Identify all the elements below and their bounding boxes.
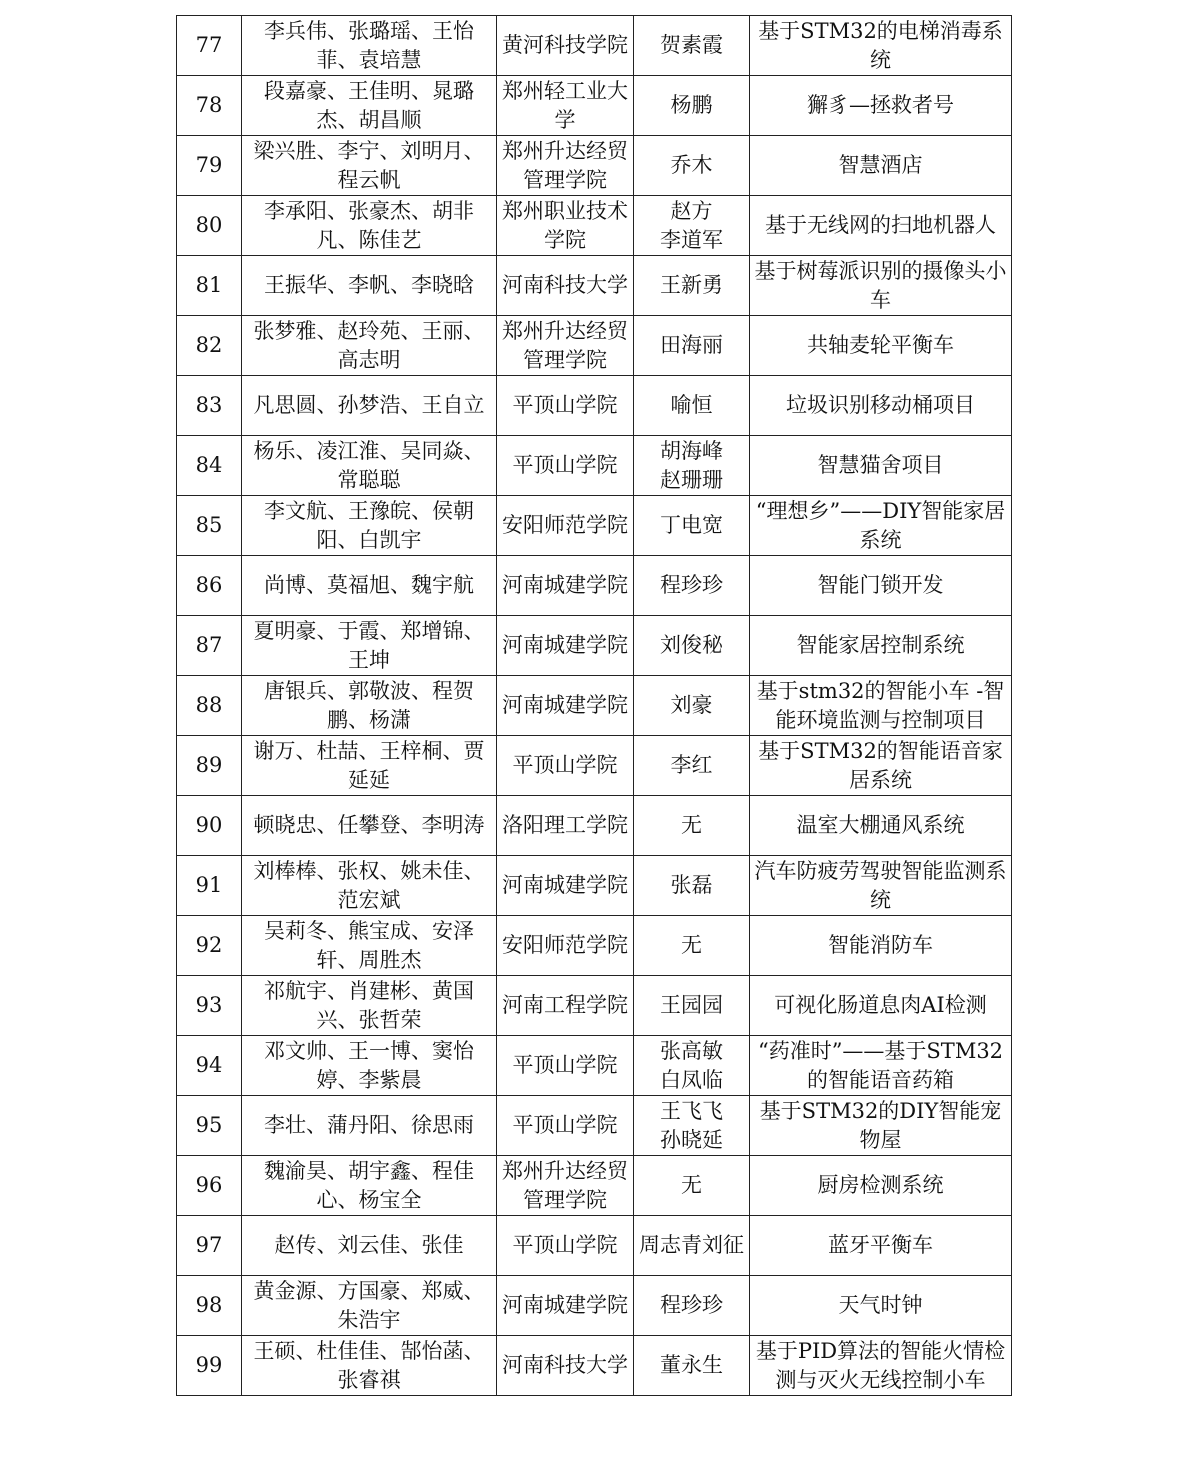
project-title-cell: 基于stm32的智能小车 -智能环境监测与控制项目: [750, 676, 1012, 736]
advisor-cell: 周志青刘征: [634, 1216, 750, 1276]
table-row-86: [177, 556, 1012, 616]
team-members-cell: 李文航、王豫皖、侯朝阳、白凯宇: [242, 496, 497, 556]
table-row-95: [177, 1096, 1012, 1156]
advisor-cell: 刘俊秘: [634, 616, 750, 676]
project-title-cell: 智能门锁开发: [750, 556, 1012, 616]
advisor-cell: 程珍珍: [634, 1276, 750, 1336]
project-title-cell: 蓝牙平衡车: [750, 1216, 1012, 1276]
team-members-cell: 杨乐、凌江淮、吴同焱、常聪聪: [242, 436, 497, 496]
team-members-cell: 王振华、李帆、李晓晗: [242, 256, 497, 316]
table-row-90: [177, 796, 1012, 856]
project-title-cell: 天气时钟: [750, 1276, 1012, 1336]
school-cell: 安阳师范学院: [497, 496, 634, 556]
row-number-cell: 82: [177, 316, 242, 376]
advisor-cell: 田海丽: [634, 316, 750, 376]
project-title-cell: 基于树莓派识别的摄像头小车: [750, 256, 1012, 316]
project-title-cell: 厨房检测系统: [750, 1156, 1012, 1216]
advisor-name: 张高敏: [660, 1038, 723, 1063]
school-cell: 河南工程学院: [497, 976, 634, 1036]
project-title-cell: 智慧酒店: [750, 136, 1012, 196]
row-number-cell: 87: [177, 616, 242, 676]
row-number-cell: 83: [177, 376, 242, 436]
project-title-cell: 基于STM32的电梯消毒系统: [750, 16, 1012, 76]
table-row-77: [177, 16, 1012, 76]
row-number-cell: 97: [177, 1216, 242, 1276]
team-members-cell: 魏渝昊、胡宇鑫、程佳心、杨宝全: [242, 1156, 497, 1216]
advisor-cell: [634, 1096, 750, 1156]
school-cell: 河南城建学院: [497, 556, 634, 616]
school-cell: 郑州升达经贸管理学院: [497, 1156, 634, 1216]
advisor-cell: 刘豪: [634, 676, 750, 736]
school-cell: 郑州轻工业大学: [497, 76, 634, 136]
advisor-cell: 无: [634, 796, 750, 856]
school-cell: 河南城建学院: [497, 676, 634, 736]
row-number-cell: 79: [177, 136, 242, 196]
advisor-name: 李道军: [660, 227, 723, 252]
row-number-cell: 78: [177, 76, 242, 136]
table-row-97: [177, 1216, 1012, 1276]
table-row-80: [177, 196, 1012, 256]
school-cell: 河南城建学院: [497, 616, 634, 676]
advisor-cell: 丁电宽: [634, 496, 750, 556]
school-cell: 河南城建学院: [497, 1276, 634, 1336]
advisor-cell: 张磊: [634, 856, 750, 916]
team-members-cell: 王硕、杜佳佳、郜怡菡、张睿祺: [242, 1336, 497, 1396]
advisor-cell: [634, 1036, 750, 1096]
school-cell: 平顶山学院: [497, 436, 634, 496]
team-members-cell: 尚博、莫福旭、魏宇航: [242, 556, 497, 616]
table-row-91: [177, 856, 1012, 916]
project-title-cell: 基于无线网的扫地机器人: [750, 196, 1012, 256]
school-cell: 平顶山学院: [497, 1036, 634, 1096]
advisor-cell: 董永生: [634, 1336, 750, 1396]
registration-table: [176, 15, 1012, 1396]
school-cell: 河南科技大学: [497, 256, 634, 316]
row-number-cell: 84: [177, 436, 242, 496]
team-members-cell: 赵传、刘云佳、张佳: [242, 1216, 497, 1276]
advisor-name: 赵方: [670, 198, 713, 223]
table-row-85: [177, 496, 1012, 556]
team-members-cell: 黄金源、方国豪、郑威、朱浩宇: [242, 1276, 497, 1336]
school-cell: 黄河科技学院: [497, 16, 634, 76]
advisor-cell: 程珍珍: [634, 556, 750, 616]
advisor-cell: 乔木: [634, 136, 750, 196]
project-title-cell: 獬豸—拯救者号: [750, 76, 1012, 136]
school-cell: 洛阳理工学院: [497, 796, 634, 856]
team-members-cell: 祁航宇、肖建彬、黄国兴、张哲荣: [242, 976, 497, 1036]
school-cell: 郑州升达经贸管理学院: [497, 316, 634, 376]
advisor-cell: 贺素霞: [634, 16, 750, 76]
row-number-cell: 88: [177, 676, 242, 736]
row-number-cell: 92: [177, 916, 242, 976]
school-cell: 郑州升达经贸管理学院: [497, 136, 634, 196]
advisor-cell: [634, 196, 750, 256]
advisor-name: 赵珊珊: [660, 467, 723, 492]
team-members-cell: 李兵伟、张璐瑶、王怡菲、袁培慧: [242, 16, 497, 76]
advisor-cell: [634, 436, 750, 496]
table-body: [177, 16, 1012, 1396]
team-members-cell: 吴莉冬、熊宝成、安泽轩、周胜杰: [242, 916, 497, 976]
table-row-84: [177, 436, 1012, 496]
project-title-cell: 汽车防疲劳驾驶智能监测系统: [750, 856, 1012, 916]
row-number-cell: 93: [177, 976, 242, 1036]
team-members-cell: 段嘉豪、王佳明、晁璐杰、胡昌顺: [242, 76, 497, 136]
team-members-cell: 刘棒棒、张权、姚未佳、范宏斌: [242, 856, 497, 916]
table-row-93: [177, 976, 1012, 1036]
row-number-cell: 98: [177, 1276, 242, 1336]
team-members-cell: 李壮、蒲丹阳、徐思雨: [242, 1096, 497, 1156]
advisor-name: 胡海峰: [660, 438, 723, 463]
advisor-name: 白凤临: [660, 1067, 723, 1092]
team-members-cell: 夏明豪、于霞、郑增锦、王坤: [242, 616, 497, 676]
team-members-cell: 张梦雅、赵玲苑、王丽、高志明: [242, 316, 497, 376]
row-number-cell: 90: [177, 796, 242, 856]
project-title-cell: 智慧猫舍项目: [750, 436, 1012, 496]
row-number-cell: 99: [177, 1336, 242, 1396]
team-members-cell: 谢万、杜喆、王梓桐、贾延延: [242, 736, 497, 796]
advisor-cell: 无: [634, 1156, 750, 1216]
project-title-cell: 智能消防车: [750, 916, 1012, 976]
project-title-cell: 基于PID算法的智能火情检测与灭火无线控制小车: [750, 1336, 1012, 1396]
table-row-89: [177, 736, 1012, 796]
team-members-cell: 邓文帅、王一博、窦怡婷、李紫晨: [242, 1036, 497, 1096]
row-number-cell: 85: [177, 496, 242, 556]
table-row-98: [177, 1276, 1012, 1336]
advisor-name: 孙晓延: [660, 1127, 723, 1152]
project-title-cell: 温室大棚通风系统: [750, 796, 1012, 856]
table-row-94: [177, 1036, 1012, 1096]
advisor-name: 王飞飞: [660, 1098, 723, 1123]
project-title-cell: 可视化肠道息肉AI检测: [750, 976, 1012, 1036]
team-members-cell: 唐银兵、郭敬波、程贺鹏、杨潇: [242, 676, 497, 736]
school-cell: 平顶山学院: [497, 1216, 634, 1276]
table-row-88: [177, 676, 1012, 736]
project-title-cell: 智能家居控制系统: [750, 616, 1012, 676]
project-title-cell: 垃圾识别移动桶项目: [750, 376, 1012, 436]
row-number-cell: 80: [177, 196, 242, 256]
row-number-cell: 81: [177, 256, 242, 316]
row-number-cell: 86: [177, 556, 242, 616]
school-cell: 安阳师范学院: [497, 916, 634, 976]
project-title-cell: “药准时”——基于STM32的智能语音药箱: [750, 1036, 1012, 1096]
team-members-cell: 李承阳、张豪杰、胡非凡、陈佳艺: [242, 196, 497, 256]
project-title-cell: 基于STM32的智能语音家居系统: [750, 736, 1012, 796]
advisor-cell: 王园园: [634, 976, 750, 1036]
team-members-cell: 梁兴胜、李宁、刘明月、程云帆: [242, 136, 497, 196]
advisor-cell: 喻恒: [634, 376, 750, 436]
advisor-cell: 杨鹏: [634, 76, 750, 136]
table-row-79: [177, 136, 1012, 196]
table-row-82: [177, 316, 1012, 376]
advisor-cell: 王新勇: [634, 256, 750, 316]
advisor-cell: 李红: [634, 736, 750, 796]
team-members-cell: 凡思圆、孙梦浩、王自立: [242, 376, 497, 436]
school-cell: 郑州职业技术学院: [497, 196, 634, 256]
school-cell: 河南科技大学: [497, 1336, 634, 1396]
table-row-81: [177, 256, 1012, 316]
school-cell: 平顶山学院: [497, 1096, 634, 1156]
team-members-cell: 顿晓忠、任攀登、李明涛: [242, 796, 497, 856]
row-number-cell: 77: [177, 16, 242, 76]
row-number-cell: 94: [177, 1036, 242, 1096]
table-row-99: [177, 1336, 1012, 1396]
row-number-cell: 96: [177, 1156, 242, 1216]
table-row-96: [177, 1156, 1012, 1216]
project-title-cell: “理想乡”——DIY智能家居系统: [750, 496, 1012, 556]
row-number-cell: 89: [177, 736, 242, 796]
school-cell: 平顶山学院: [497, 376, 634, 436]
table-row-83: [177, 376, 1012, 436]
table-row-87: [177, 616, 1012, 676]
row-number-cell: 95: [177, 1096, 242, 1156]
advisor-cell: 无: [634, 916, 750, 976]
project-title-cell: 基于STM32的DIY智能宠物屋: [750, 1096, 1012, 1156]
project-title-cell: 共轴麦轮平衡车: [750, 316, 1012, 376]
table-row-78: [177, 76, 1012, 136]
school-cell: 平顶山学院: [497, 736, 634, 796]
row-number-cell: 91: [177, 856, 242, 916]
table-row-92: [177, 916, 1012, 976]
school-cell: 河南城建学院: [497, 856, 634, 916]
